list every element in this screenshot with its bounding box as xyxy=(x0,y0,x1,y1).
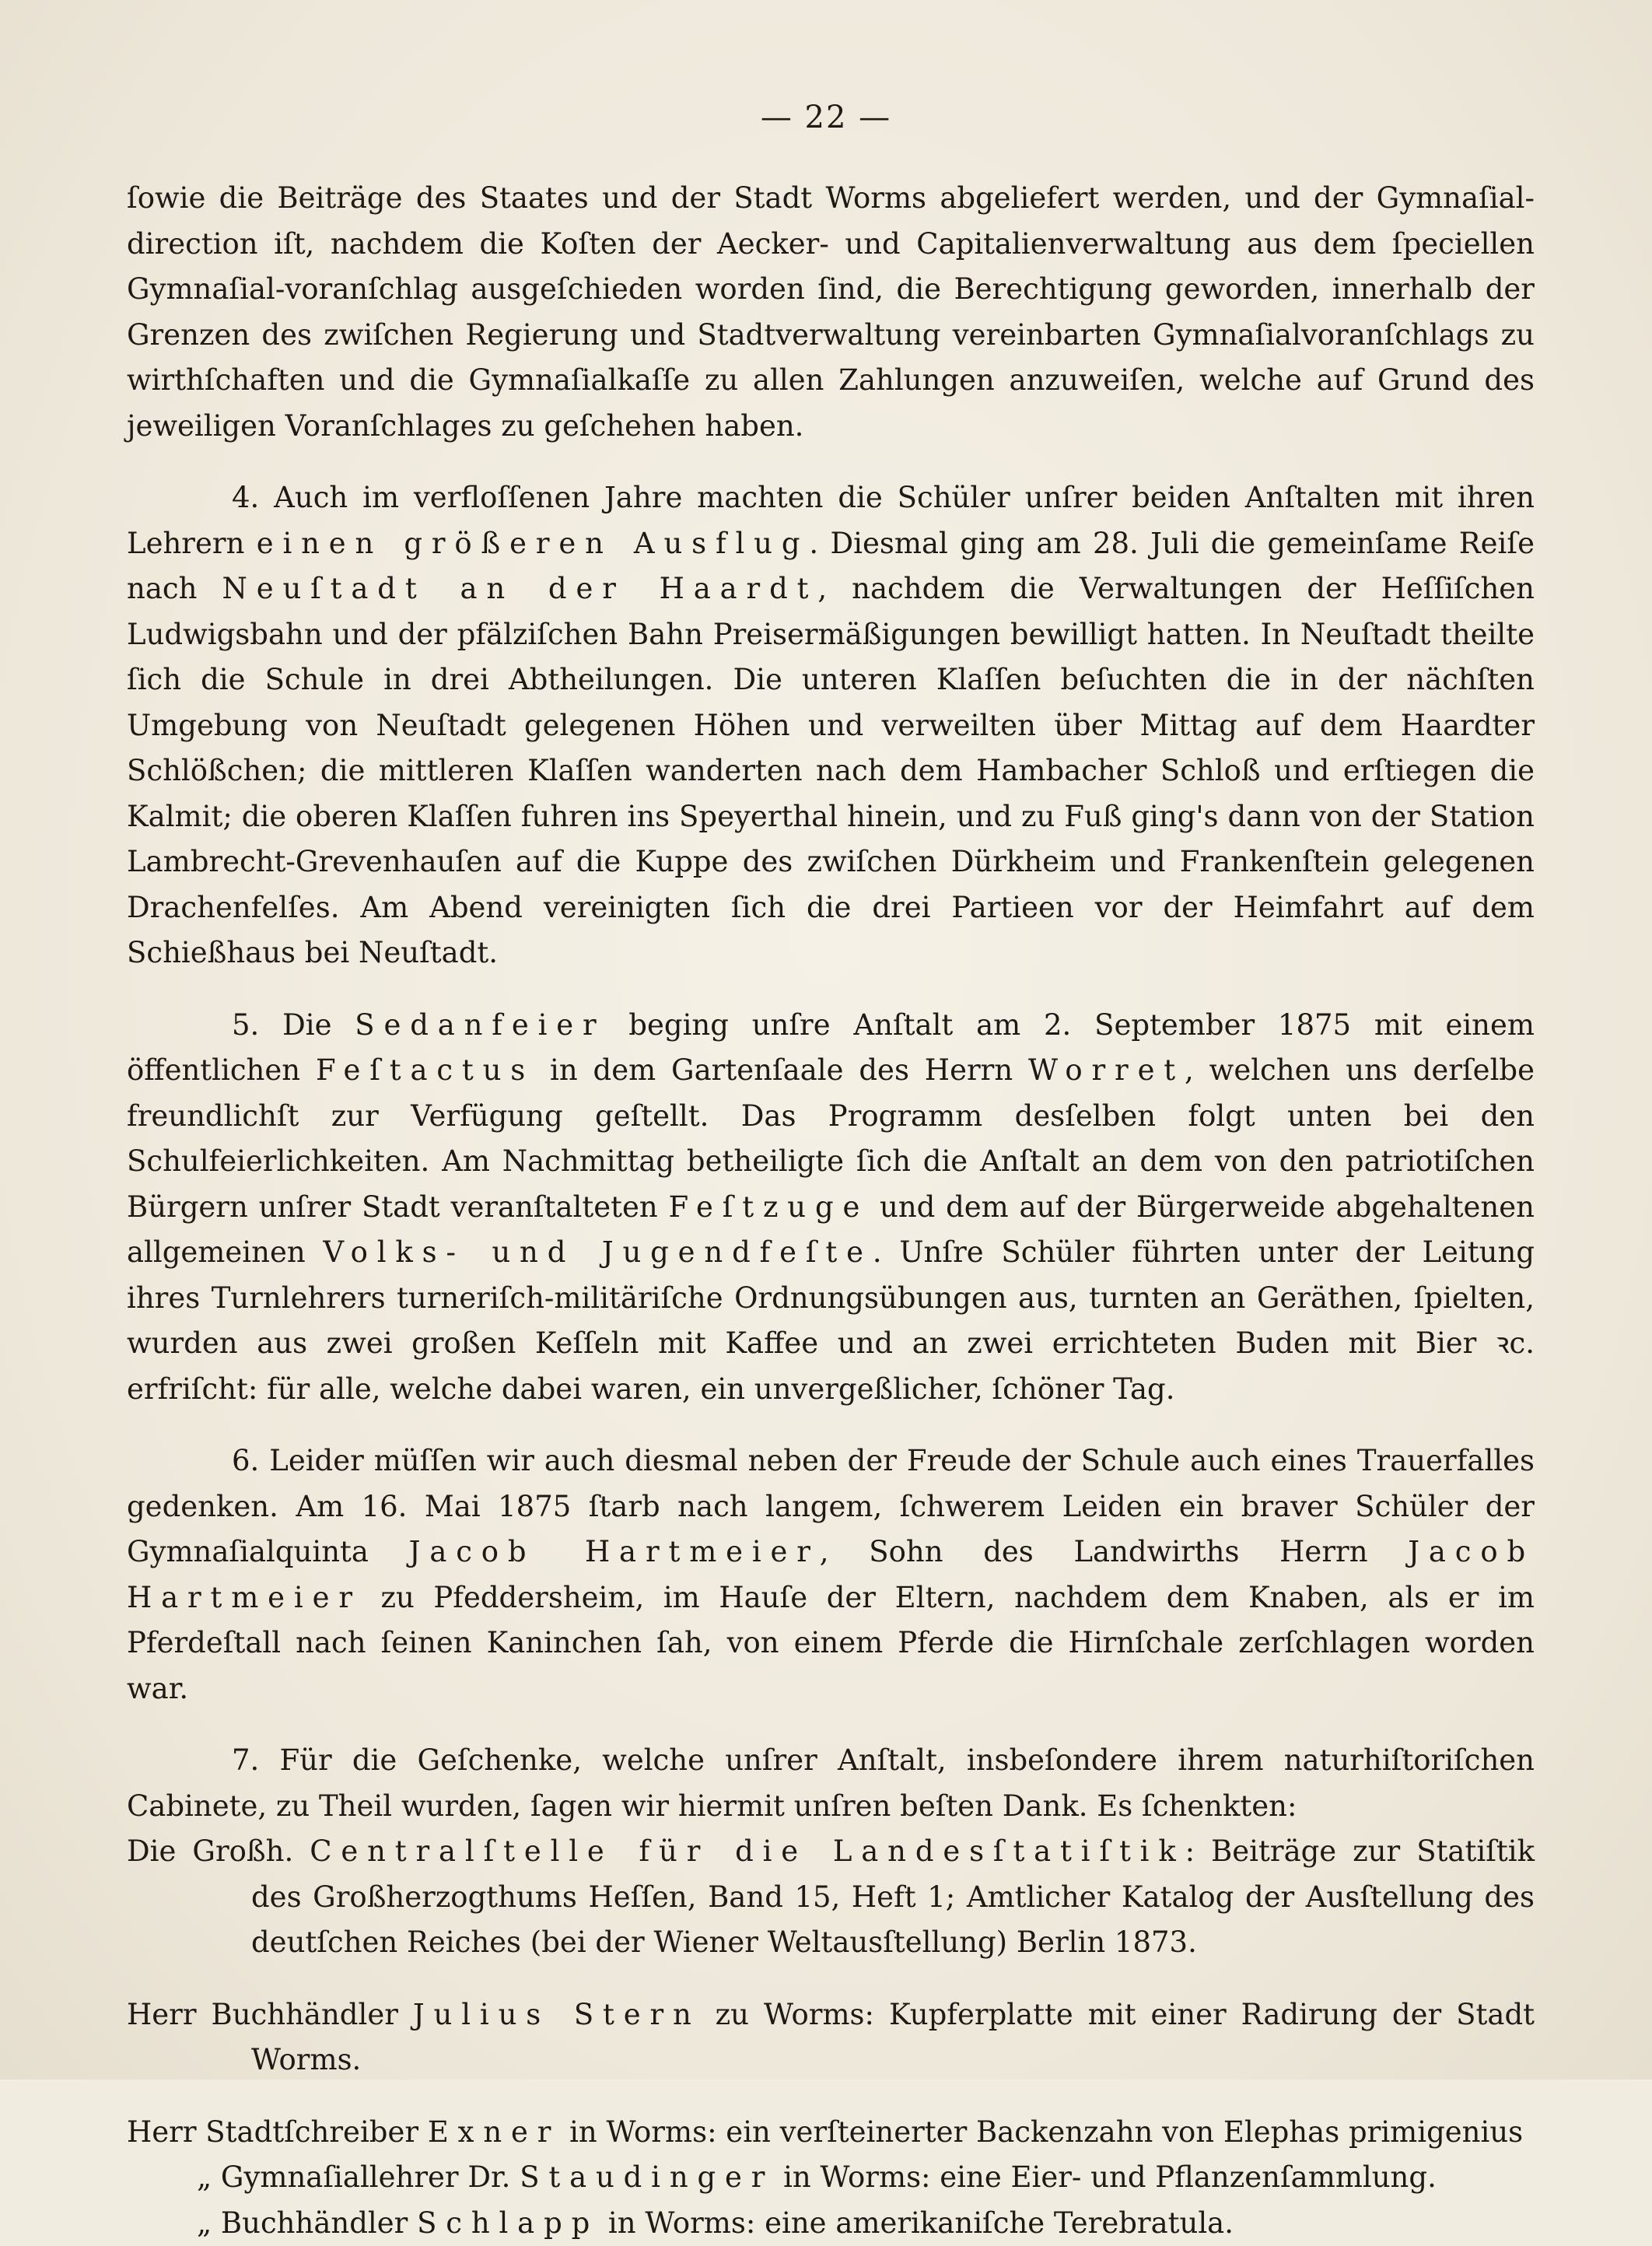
text-run: . Unſre Schüler führten unter der Leitung ihres Turnlehrers turneriſch-militäriſche Ordnungsübungen aus, turnten an Geräthen, ſpielten, wurden aus zwei großen Keſſeln mit Kaffee und an zwei errichteten Buden mit Bier ꝛc. erfriſcht: für alle, welche dabei waren, ein unvergeßlicher, ſchöner Tag. xyxy=(127,1235,1535,1406)
text-run: Herr Stadtſchreiber xyxy=(127,2115,428,2149)
text-run: . Diesmal ging am 28. Juli die gemeinſame Reiſe nach xyxy=(127,527,1535,606)
text-run: zu Worms: Kupferplatte mit einer Radirung der Stadt Worms. xyxy=(251,1998,1535,2077)
text-run: „ Gymnaſiallehrer Dr. xyxy=(197,2160,520,2194)
text-run: : Beiträge zur Statiſtik des Großherzogthums Heſſen, Band 15, Heft 1; Amtlicher Katalog der Ausſtellung des deutſchen Reiches (bei der Wiener Weltausſtellung) Berlin 1873. xyxy=(251,1834,1535,1959)
spaced-emphasis: Exner xyxy=(428,2115,561,2149)
text-run: beging unſre Anſtalt am 2. September 1875 mit einem öffentlichen xyxy=(127,1008,1535,1088)
spaced-emphasis: Sedanfeier xyxy=(355,1008,605,1042)
text-run: 4. Auch im verfloſſenen Jahre machten die Schüler unſrer beiden Anſtalten mit ihren Lehrern xyxy=(127,481,1535,560)
text-run: in Worms: eine amerikaniſche Terebratula. xyxy=(599,2206,1234,2240)
spaced-emphasis: Jacob Hartmeier xyxy=(409,1535,820,1568)
donation-entry xyxy=(127,1992,1535,2083)
text-run: in dem Gartenſaale des Herrn xyxy=(534,1053,1028,1087)
spaced-emphasis: einen größeren Ausflug xyxy=(257,527,810,560)
text-run: in Worms: ein verſteinerter Backenzahn von Elephas primigenius xyxy=(560,2115,1523,2149)
text-run: und dem auf der Bürgerweide abgehaltenen allgemeinen xyxy=(127,1190,1535,1270)
text-run: Herr Buchhändler xyxy=(127,1998,413,2031)
paragraph-continuation: ſowie die Beiträge des Staates und der Stadt Worms abgeliefert werden, und der Gymnaſial-direction iſt, nachdem die Koſten der Aecker- und Capitalienverwaltung aus dem ſpeciellen Gymnaſial-voranſchlag ausgeſchieden worden ſind, die Berechtigung geworden, innerhalb der Grenzen des zwiſchen Regierung und Stadtverwaltung vereinbarten Gymnaſialvoranſchlags zu wirthſchaften und die Gymnaſialkaſſe zu allen Zahlungen anzuweiſen, welche auf Grund des jeweiligen Voranſchlages zu geſchehen haben. xyxy=(127,176,1535,449)
paragraph-5-sedan xyxy=(127,1003,1535,1413)
donation-entry xyxy=(127,1829,1535,1966)
spaced-emphasis: Julius Stern xyxy=(413,1998,701,2031)
paragraph-4-excursion xyxy=(127,475,1535,976)
text-run: „ Buchhändler xyxy=(197,2206,417,2240)
page-number: — 22 — xyxy=(0,100,1652,135)
text-run: 5. Die xyxy=(232,1008,355,1042)
spaced-emphasis: Jacob Hartmeier xyxy=(127,1535,1535,1614)
main-text xyxy=(127,176,1535,2246)
text-run: , welchen uns derſelbe freundlichſt zur Verfügung geſtellt. Das Programm desſelben folgt unten bei den Schulfeierlichkeiten. Am Nachmittag betheiligte ſich die Anſtalt an dem von den patriotiſchen Bürgern unſrer Stadt veranſtalteten xyxy=(127,1053,1535,1224)
donation-entry xyxy=(127,2201,1535,2246)
spaced-emphasis: Volks- und Jugendfeſte xyxy=(323,1235,872,1269)
spaced-emphasis: Neuſtadt an der Haardt xyxy=(222,572,818,605)
spaced-emphasis: Staudinger xyxy=(520,2160,774,2194)
text-run: 6. Leider müſſen wir auch diesmal neben der Freude der Schule auch eines Trauerfalles gedenken. Am 16. Mai 1875 ſtarb nach langem, ſchwerem Leiden ein braver Schüler der Gymnaſialquinta xyxy=(127,1444,1535,1568)
donation-entry xyxy=(127,2155,1535,2201)
donation-entry xyxy=(127,2110,1535,2156)
spaced-emphasis: Worret xyxy=(1028,1053,1185,1087)
spaced-emphasis: Centralſtelle für die Landesſtatiſtik xyxy=(310,1834,1185,1868)
text-run: zu Pfeddersheim, im Hauſe der Eltern, nachdem dem Knaben, als er im Pferdeſtall nach ſeinen Kaninchen ſah, von einem Pferde die Hirnſchale zerſchlagen worden war. xyxy=(127,1581,1535,1705)
paragraph-6-mourning xyxy=(127,1438,1535,1712)
spaced-emphasis: Schlapp xyxy=(417,2206,599,2240)
spaced-emphasis: Feſtactus xyxy=(316,1053,534,1087)
text-run: Die Großh. xyxy=(127,1834,310,1868)
spaced-emphasis: Feſtzuge xyxy=(669,1190,870,1224)
text-run: in Worms: eine Eier- und Pflanzenſammlung. xyxy=(774,2160,1437,2194)
text-run: , nachdem die Verwaltungen der Heſſiſchen Ludwigsbahn und der pfälziſchen Bahn Preisermäßigungen bewilligt hatten. In Neuſtadt theilte ſich die Schule in drei Abtheilungen. Die unteren Klaſſen beſuchten die in der nächſten Umgebung von Neuſtadt gelegenen Höhen und verweilten über Mittag auf dem Haardter Schlößchen; die mittleren Klaſſen wanderten nach dem Hambacher Schloß und erſtiegen die Kalmit; die oberen Klaſſen fuhren ins Speyerthal hinein, und zu Fuß ging's dann von der Station Lambrecht-Grevenhauſen auf die Kuppe des zwiſchen Dürkheim und Frankenſtein gelegenen Drachenfelſes. Am Abend vereinigten ſich die drei Partieen vor der Heimfahrt auf dem Schießhaus bei Neuſtadt. xyxy=(127,572,1535,969)
text-run: , Sohn des Landwirths Herrn xyxy=(820,1535,1408,1568)
paragraph-7-gifts: 7. Für die Geſchenke, welche unſrer Anſtalt, insbeſondere ihrem naturhiſtoriſchen Cabinete, zu Theil wurden, ſagen wir hiermit unſren beſten Dank. Es ſchenkten: xyxy=(127,1738,1535,1829)
